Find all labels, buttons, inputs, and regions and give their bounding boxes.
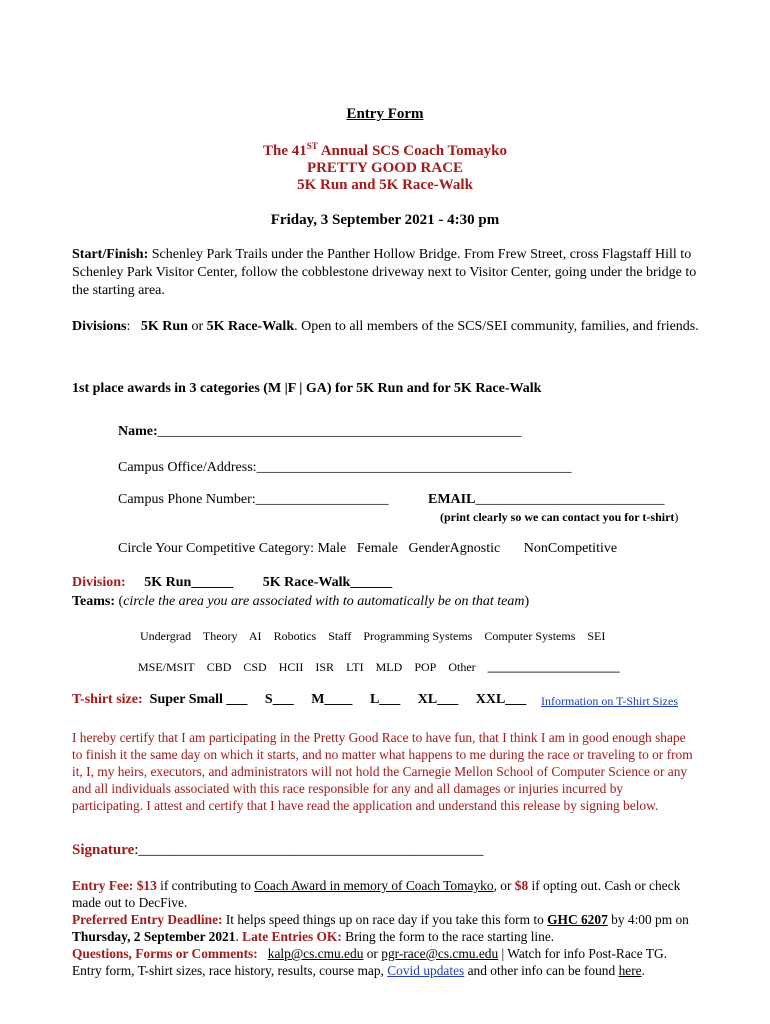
fee-label: Entry Fee: $13 xyxy=(72,878,157,893)
category-option-genderagnostic[interactable]: GenderAgnostic xyxy=(408,541,501,556)
start-finish-text: Schenley Park Trails under the Panther Hollow Bridge. From Frew Street, cross Flagstaff Hill to Schenley Park Visitor Center, follow the cobblestone driveway next to Visitor Center, going under the bridge to the starting area. xyxy=(72,247,697,298)
start-finish-label: Start/Finish: xyxy=(72,247,149,262)
form-title: Entry Form xyxy=(346,106,424,122)
teams-list-row1 xyxy=(140,629,614,644)
late-text: Bring the form to the race starting line. xyxy=(341,929,555,944)
questions-label: Questions, Forms or Comments: xyxy=(72,946,258,961)
divisions-section xyxy=(72,318,702,336)
deadline-label: Preferred Entry Deadline: xyxy=(72,912,223,927)
team-other[interactable]: Other xyxy=(448,660,476,674)
fee-award: Coach Award in memory of Coach Tomayko xyxy=(254,878,494,893)
team-ai[interactable]: AI xyxy=(248,629,262,643)
signature-colon: : xyxy=(134,842,139,858)
event-title-ordinal: ST xyxy=(306,141,318,151)
team-csd[interactable]: CSD xyxy=(243,660,267,674)
email-note-end: ) xyxy=(674,510,679,524)
fee-text3: if opting out. Cash or check made out to DecFive. xyxy=(72,878,681,910)
tshirt-size-super-small[interactable]: Super Small ___ xyxy=(149,692,248,707)
divisions-label: Divisions xyxy=(72,319,127,334)
tshirt-size-m[interactable]: M____ xyxy=(311,692,353,707)
signature-label: Signature xyxy=(72,842,135,858)
team-lti[interactable]: LTI xyxy=(346,660,364,674)
covid-updates-link[interactable]: Covid updates xyxy=(387,963,465,978)
team-mld[interactable]: MLD xyxy=(375,660,403,674)
tshirt-size-xl[interactable]: XL___ xyxy=(417,692,459,707)
fee-text2: , or xyxy=(493,878,515,893)
team-sei[interactable]: SEI xyxy=(587,629,606,643)
tshirt-size-s[interactable]: S___ xyxy=(264,692,294,707)
divisions-walk: 5K Race-Walk xyxy=(206,319,295,334)
divisions-colon: : xyxy=(126,319,131,334)
info-text1: Entry form, T-shirt sizes, race history, results, course map, xyxy=(72,963,388,978)
email-field xyxy=(428,492,664,508)
division-select-row xyxy=(72,575,392,591)
category-option-female[interactable]: Female xyxy=(356,541,398,556)
team-staff[interactable]: Staff xyxy=(328,629,352,643)
email-kalp[interactable]: kalp@cs.cmu.edu xyxy=(267,946,364,961)
team-theory[interactable]: Theory xyxy=(202,629,238,643)
email-label: EMAIL xyxy=(428,492,476,507)
event-title xyxy=(0,141,770,160)
footer-info xyxy=(72,877,702,979)
office-label: Campus Office/Address: xyxy=(118,460,257,475)
division-select-walk[interactable]: 5K Race-Walk______ xyxy=(262,575,393,590)
team-isr[interactable]: ISR xyxy=(315,660,335,674)
teams-list-row2 xyxy=(138,660,629,675)
team-pop[interactable]: POP xyxy=(414,660,437,674)
tshirt-info-link[interactable]: Information on T-Shirt Sizes xyxy=(541,694,678,708)
questions-gap xyxy=(258,946,268,961)
category-option-male[interactable]: Male xyxy=(317,541,347,556)
category-option-noncompetitive[interactable]: NonCompetitive xyxy=(523,541,618,556)
divisions-text: . Open to all members of the SCS/SEI community, families, and friends. xyxy=(294,319,699,334)
tshirt-size-l[interactable]: L___ xyxy=(369,692,401,707)
waiver-text: I hereby certify that I am participating in the Pretty Good Race to have fun, that I think I am in good enough shape to finish it the same day on which it starts, and no matter what happens to me during the race or traveling to or from it, I, my heirs, executors, and administrators will not hold the Carnegie Mellon School of Computer Science or any and all individuals associated with this race responsible for any and all damages or injuries incurred by participating. I attest and certify that I have read the application and understand this release by signing below. xyxy=(72,730,693,813)
category-label: Circle Your Competitive Category: xyxy=(118,541,314,556)
phone-input-line[interactable]: ___________________ xyxy=(255,492,389,507)
email-pgr-race[interactable]: pgr-race@cs.cmu.edu xyxy=(381,946,499,961)
teams-note-open: ( xyxy=(118,594,124,609)
teams-note: circle the area you are associated with to automatically be on that team xyxy=(123,594,525,609)
info-text3: . xyxy=(641,963,645,978)
team-programming-systems[interactable]: Programming Systems xyxy=(363,629,473,643)
tshirt-size-xxl[interactable]: XXL___ xyxy=(475,692,527,707)
late-label: Late Entries OK: xyxy=(242,929,342,944)
questions-text: | Watch for info Post-Race TG. xyxy=(498,946,667,961)
phone-label: Campus Phone Number: xyxy=(118,492,256,507)
team-cbd[interactable]: CBD xyxy=(206,660,232,674)
email-note xyxy=(440,510,678,525)
start-finish-section xyxy=(72,246,702,300)
teams-note-close: ) xyxy=(524,594,530,609)
divisions-or: or xyxy=(187,319,207,334)
fee-text1: if contributing to xyxy=(156,878,255,893)
deadline-text3: . xyxy=(235,929,243,944)
teams-row xyxy=(72,594,529,610)
team-hcii[interactable]: HCII xyxy=(278,660,304,674)
team-undergrad[interactable]: Undergrad xyxy=(140,629,192,643)
event-title-post: Annual SCS Coach Tomayko xyxy=(317,143,508,159)
fee-opt: $8 xyxy=(514,878,529,893)
race-name: PRETTY GOOD RACE xyxy=(306,160,464,176)
phone-field xyxy=(118,492,389,508)
name-label: Name: xyxy=(118,424,158,439)
race-types: 5K Run and 5K Race-Walk xyxy=(297,177,473,193)
signature-line[interactable]: ______________________________________________ xyxy=(138,842,484,858)
name-input-line[interactable]: ____________________________________________________ xyxy=(157,424,522,439)
info-text2: and other info can be found xyxy=(464,963,619,978)
event-title-pre: The 41 xyxy=(262,143,307,159)
office-field xyxy=(118,460,572,476)
email-note-text: (print clearly so we can contact you for t-shirt xyxy=(440,510,675,524)
event-date-time: Friday, 3 September 2021 - 4:30 pm xyxy=(270,212,500,228)
team-mse-msit[interactable]: MSE/MSIT xyxy=(138,660,195,674)
deadline-date: Thursday, 2 September 2021 xyxy=(72,929,236,944)
category-row xyxy=(118,541,617,557)
division-select-label: Division: xyxy=(72,575,126,590)
division-select-run[interactable]: 5K Run______ xyxy=(144,575,234,590)
team-robotics[interactable]: Robotics xyxy=(273,629,317,643)
deadline-text2: by 4:00 pm on xyxy=(607,912,689,927)
signature-row xyxy=(72,842,483,859)
here-link[interactable]: here xyxy=(618,963,642,978)
team-other-line[interactable]: ______________________ xyxy=(487,660,620,674)
divisions-run: 5K Run xyxy=(140,319,188,334)
email-input-line[interactable]: ___________________________ xyxy=(475,492,665,507)
tshirt-row xyxy=(72,692,526,708)
name-field xyxy=(118,424,522,440)
office-input-line[interactable]: _____________________________________________ xyxy=(256,460,572,475)
questions-or: or xyxy=(363,946,382,961)
team-computer-systems[interactable]: Computer Systems xyxy=(484,629,576,643)
tshirt-label: T-shirt size: xyxy=(72,692,143,707)
deadline-room: GHC 6207 xyxy=(547,912,608,927)
teams-label: Teams: xyxy=(72,594,116,609)
deadline-text1: It helps speed things up on race day if you take this form to xyxy=(222,912,548,927)
awards-line: 1st place awards in 3 categories (M |F | GA) for 5K Run and for 5K Race-Walk xyxy=(72,381,542,396)
